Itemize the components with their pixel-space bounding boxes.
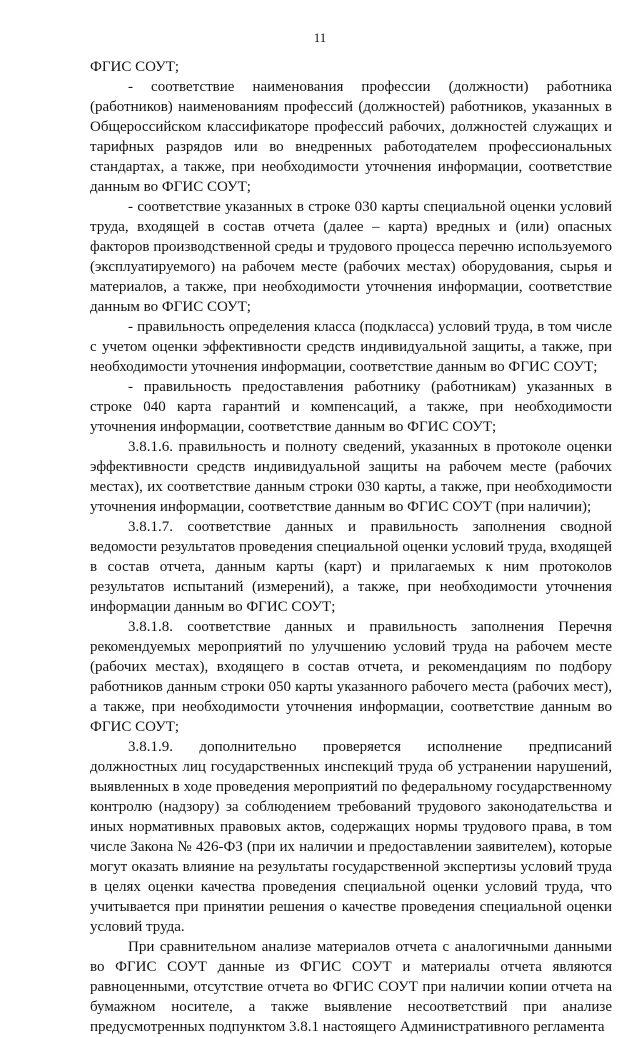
paragraph: - правильность определения класса (подкласса) условий труда, в том числе с учетом оценки эффективности средств индивидуальной защиты, а также, при необходимости уточнения информации, соответствие данным во ФГИС СОУТ; xyxy=(90,319,612,375)
paragraph: 3.8.1.7. соответствие данных и правильность заполнения сводной ведомости результатов проведения специальной оценки условий труда, входящей в состав отчета, данным карты (карт) и прилагаемых к ним протоколов результатов испытаний (измерений), а также, при необходимости уточнения информации данным во ФГИС СОУТ; xyxy=(90,519,612,615)
paragraph: При сравнительном анализе материалов отчета с аналогичными данными во ФГИС СОУТ данные из ФГИС СОУТ и материалы отчета являются равноценными, отсутствие отчета во ФГИС СОУТ при наличии копии отчета на бумажном носителе, а также выявление несоответствий при анализе предусмотренных подпунктом 3.8.1 настоящего Административного регламента xyxy=(90,939,612,1035)
page-number: 11 xyxy=(313,30,327,45)
paragraph: - соответствие указанных в строке 030 карты специальной оценки условий труда, входящей в состав отчета (далее – карта) вредных и (или) опасных факторов производственной среды и трудового процесса перечню используемого (эксплуатируемого) на рабочем месте (рабочих местах) оборудования, сырья и материалов, а также, при необходимости уточнения информации, соответствие данным во ФГИС СОУТ; xyxy=(90,199,612,315)
paragraph: 3.8.1.6. правильность и полноту сведений, указанных в протоколе оценки эффективности средств индивидуальной защиты на рабочем месте (рабочих местах), их соответствие данным строки 030 карты, а также, при необходимости уточнения информации, соответствие данным во ФГИС СОУТ (при наличии); xyxy=(90,439,612,515)
paragraph: - соответствие наименования профессии (должности) работника (работников) наименованиям профессий (должностей) работников, указанных в Общероссийском классификаторе профессий рабочих, должностей служащих и тарифных разрядов или во внедренных работодателем профессиональных стандартах, а также, при необходимости уточнения информации, соответствие данным во ФГИС СОУТ; xyxy=(90,79,612,195)
document-body xyxy=(90,57,612,1037)
paragraph: ФГИС СОУТ; xyxy=(90,59,180,75)
paragraph: 3.8.1.9. дополнительно проверяется исполнение предписаний должностных лиц государственных инспекций труда об устранении нарушений, выявленных в ходе проведения мероприятий по федеральному государственному контролю (надзору) за соблюдением требований трудового законодательства и иных нормативных правовых актов, содержащих нормы трудового права, в том числе Закона № 426-ФЗ (при их наличии и предоставлении заявителем), которые могут оказать влияние на результаты государственной экспертизы условий труда в целях оценки качества проведения специальной оценки условий труда, что учитывается при принятии решения о качестве проведения специальной оценки условий труда. xyxy=(90,739,612,935)
paragraph: 3.8.1.8. соответствие данных и правильность заполнения Перечня рекомендуемых мероприятий по улучшению условий труда на рабочем месте (рабочих местах), входящего в состав отчета, и рекомендациям по подбору работников данным строки 050 карты указанного рабочего места (рабочих мест), а также, при необходимости уточнения информации, соответствие данным во ФГИС СОУТ; xyxy=(90,619,612,735)
paragraph: - правильность предоставления работнику (работникам) указанных в строке 040 карта гарантий и компенсаций, а также, при необходимости уточнения информации, соответствие данным во ФГИС СОУТ; xyxy=(90,379,612,435)
